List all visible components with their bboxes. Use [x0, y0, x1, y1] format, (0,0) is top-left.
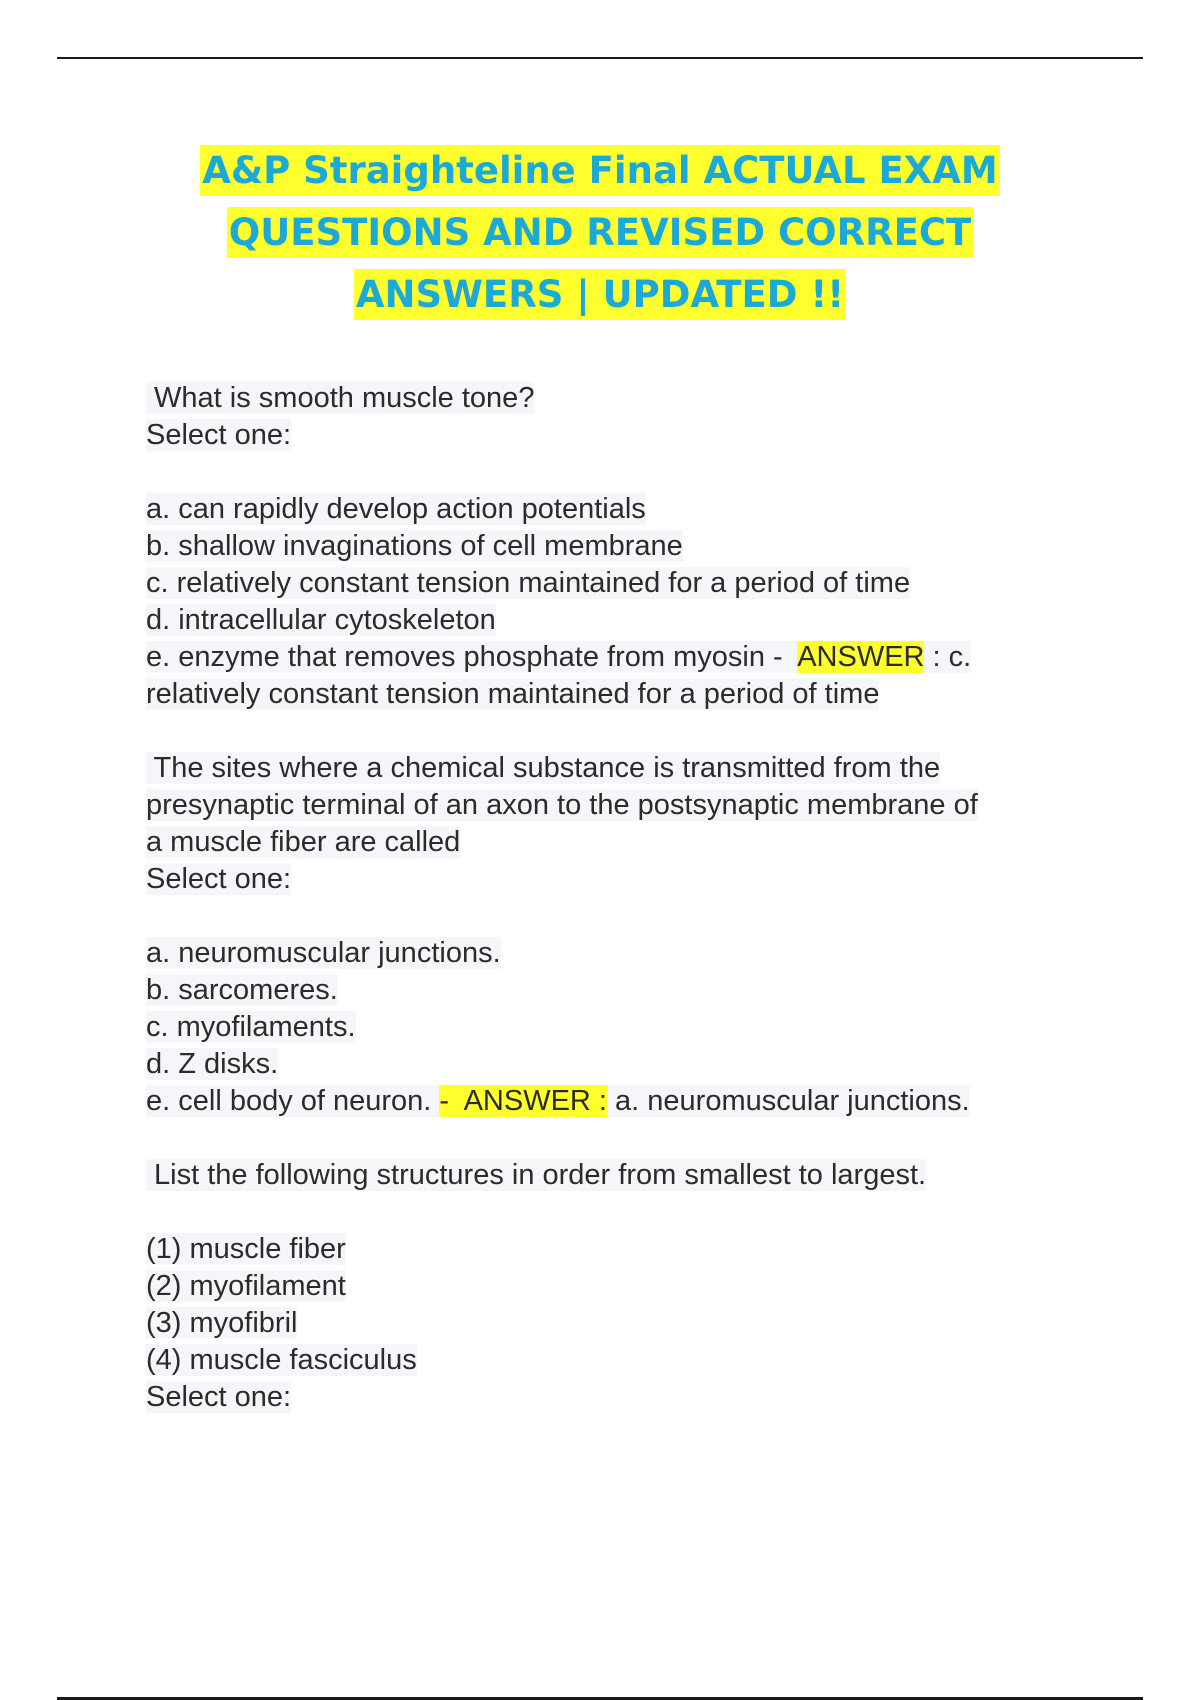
- option-e: e. enzyme that removes phosphate from myosin -: [146, 641, 798, 673]
- answer-text: a. neuromuscular junctions.: [607, 1085, 970, 1117]
- question-prompt: What is smooth muscle tone?: [146, 382, 535, 414]
- structure-item-3: (3) myofibril: [146, 1307, 298, 1339]
- option-d: d. Z disks.: [146, 1048, 279, 1080]
- question-2: [146, 750, 1106, 1120]
- select-one-label: Select one:: [146, 419, 292, 451]
- option-b: b. shallow invaginations of cell membrane: [146, 530, 683, 562]
- structure-item-2: (2) myofilament: [146, 1270, 346, 1302]
- option-d: d. intracellular cytoskeleton: [146, 604, 496, 636]
- option-e: e. cell body of neuron.: [146, 1085, 440, 1117]
- option-b: b. sarcomeres.: [146, 974, 338, 1006]
- option-a: a. can rapidly develop action potentials: [146, 493, 646, 525]
- top-rule: [57, 57, 1143, 59]
- question-3: [146, 1157, 1106, 1416]
- option-c: c. relatively constant tension maintained for a period of time: [146, 567, 911, 599]
- answer-label: ANSWER: [797, 641, 925, 673]
- answer-continuation: relatively constant tension maintained for a period of time: [146, 678, 880, 710]
- question-prompt-line-2: presynaptic terminal of an axon to the postsynaptic membrane of: [146, 789, 978, 821]
- select-one-label: Select one:: [146, 863, 292, 895]
- document-title: [0, 140, 1200, 326]
- question-1: [146, 380, 1106, 713]
- option-a: a. neuromuscular junctions.: [146, 937, 501, 969]
- option-c: c. myofilaments.: [146, 1011, 356, 1043]
- select-one-label: Select one:: [146, 1381, 292, 1413]
- title-line-1: A&P Straighteline Final ACTUAL EXAM: [200, 145, 1000, 196]
- question-prompt: List the following structures in order from smallest to largest.: [146, 1159, 927, 1191]
- structure-item-1: (1) muscle fiber: [146, 1233, 346, 1265]
- title-line-3: ANSWERS | UPDATED !!: [354, 269, 846, 320]
- answer-label: - ANSWER :: [439, 1085, 607, 1117]
- question-prompt-line-3: a muscle fiber are called: [146, 826, 461, 858]
- question-prompt-line-1: The sites where a chemical substance is transmitted from the: [146, 752, 941, 784]
- structure-item-4: (4) muscle fasciculus: [146, 1344, 417, 1376]
- document-body: [146, 380, 1106, 1416]
- answer-text: : c.: [924, 641, 972, 673]
- title-line-2: QUESTIONS AND REVISED CORRECT: [227, 207, 974, 258]
